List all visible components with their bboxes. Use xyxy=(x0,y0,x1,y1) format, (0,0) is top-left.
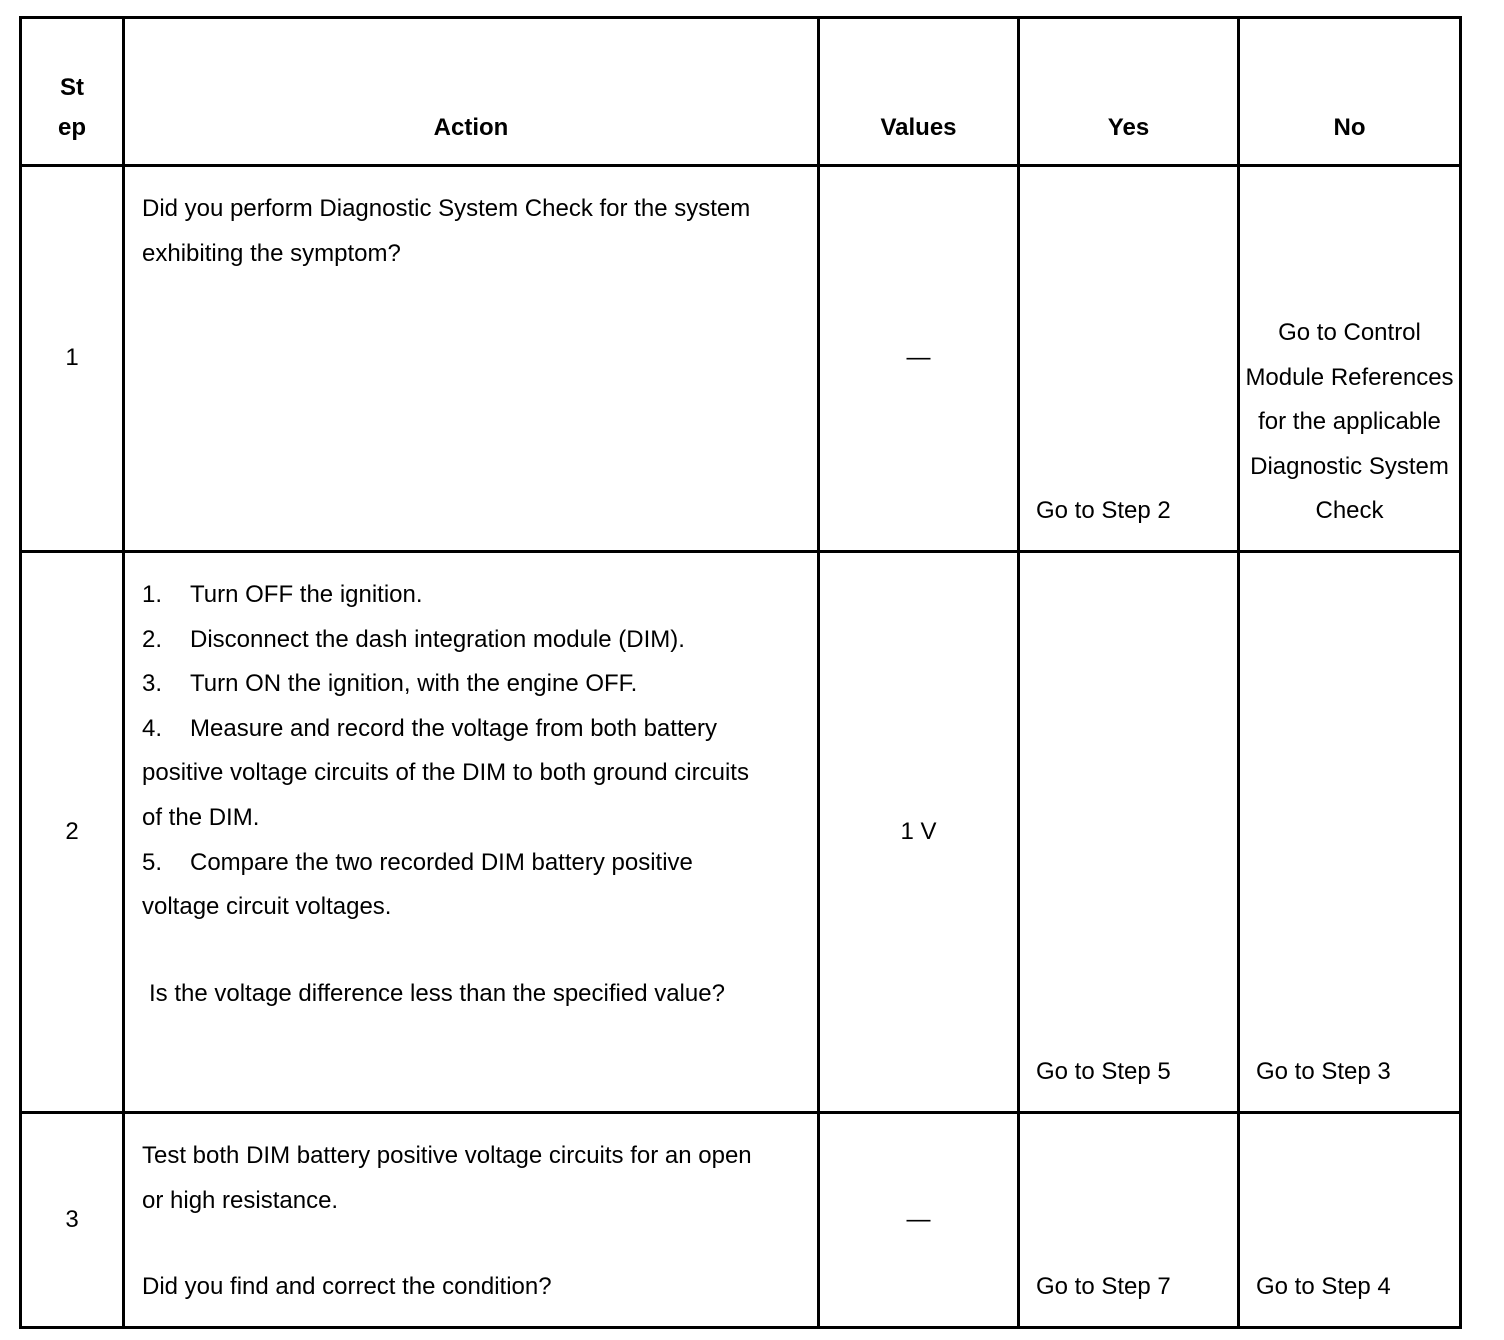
list-item xyxy=(142,618,757,663)
list-text: Compare the two recorded DIM battery positive voltage circuit voltages. xyxy=(142,848,693,921)
no-link[interactable]: Go to Step 3 xyxy=(1239,552,1461,1113)
list-num: 3. xyxy=(142,670,163,698)
table-row xyxy=(21,166,1461,552)
no-link[interactable]: Go to Control Module References for the applicable Diagnostic System Check xyxy=(1239,166,1461,552)
yes-link[interactable]: Go to Step 5 xyxy=(1019,552,1239,1113)
header-row xyxy=(21,18,1461,166)
list-text: Disconnect the dash integration module (DIM). xyxy=(190,625,685,653)
list-item xyxy=(142,841,757,930)
question-text: Is the voltage difference less than the specified value? xyxy=(149,979,725,1007)
header-yes: Yes xyxy=(1019,18,1239,166)
header-step-line2: ep xyxy=(57,114,86,141)
yes-link[interactable]: Go to Step 2 xyxy=(1019,166,1239,552)
action-text: Did you perform Diagnostic System Check for the system exhibiting the symptom? xyxy=(124,166,819,552)
table-row xyxy=(21,1113,1461,1328)
list-num: 5. xyxy=(142,848,163,876)
action-text xyxy=(124,1113,819,1328)
list-text: Measure and record the voltage from both battery positive voltage circuits of the DIM to both ground circuits of the DIM. xyxy=(142,714,749,831)
header-no: No xyxy=(1239,18,1461,166)
question-text: Did you find and correct the condition? xyxy=(142,1273,552,1301)
value-cell: — xyxy=(819,1113,1019,1328)
header-values: Values xyxy=(819,18,1019,166)
list-item xyxy=(142,573,757,618)
list-text: Turn OFF the ignition. xyxy=(190,581,423,608)
value-cell: — xyxy=(819,166,1019,552)
list-num: 2. xyxy=(142,625,163,653)
table-row xyxy=(21,552,1461,1113)
list-item xyxy=(142,662,757,707)
yes-link[interactable]: Go to Step 7 xyxy=(1019,1113,1239,1328)
value-cell: 1 V xyxy=(819,552,1019,1113)
no-link[interactable]: Go to Step 4 xyxy=(1239,1113,1461,1328)
diagnostic-table xyxy=(19,16,1462,1329)
action-instruction: Test both DIM battery positive voltage circuits for an open or high resistance. xyxy=(142,1142,752,1214)
header-action: Action xyxy=(124,18,819,166)
step-number: 3 xyxy=(21,1113,124,1328)
list-num: 1. xyxy=(142,581,163,608)
list-text: Turn ON the ignition, with the engine OFF. xyxy=(190,670,638,698)
list-item xyxy=(142,707,757,841)
action-list xyxy=(124,552,819,1113)
header-step xyxy=(21,18,124,166)
header-step-line1: St xyxy=(60,74,84,101)
list-num: 4. xyxy=(142,714,163,742)
step-number: 1 xyxy=(21,166,124,552)
step-number: 2 xyxy=(21,552,124,1113)
